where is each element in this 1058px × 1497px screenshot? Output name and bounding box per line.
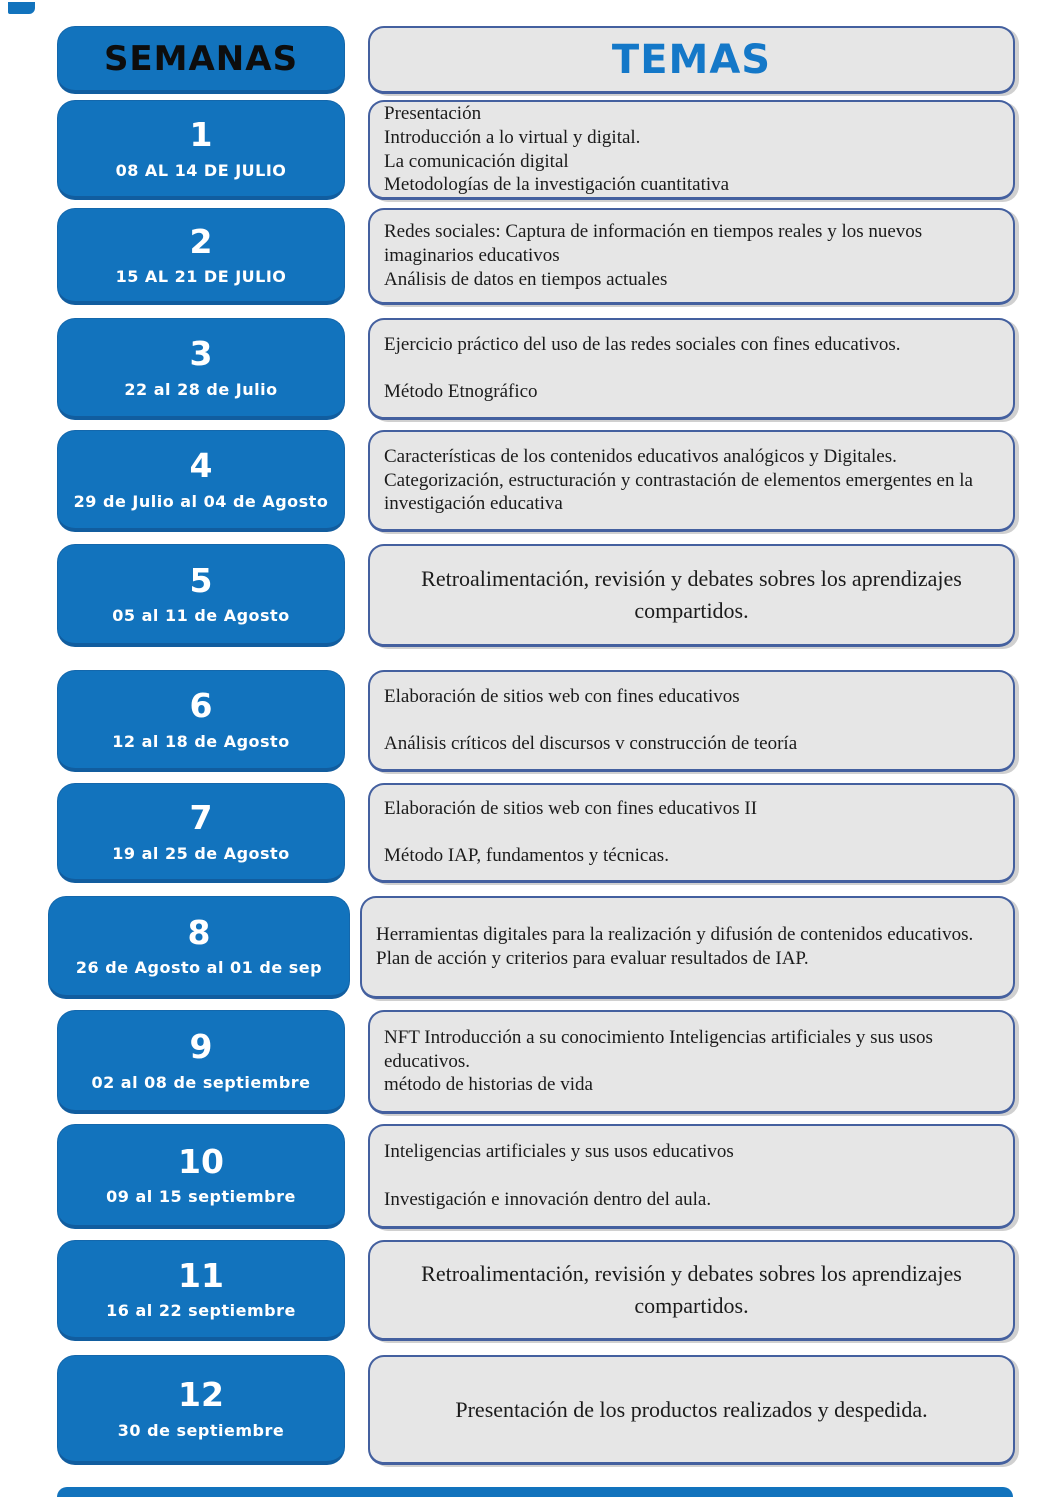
topic-line: Inteligencias artificiales y sus usos educativos bbox=[384, 1141, 734, 1163]
week-date: 02 al 08 de septiembre bbox=[91, 1072, 311, 1092]
topic-line: Características de los contenidos educativos analógicos y Digitales. bbox=[384, 445, 897, 467]
topic-line: Presentación de los productos realizados y despedida. bbox=[455, 1396, 928, 1422]
topic-box bbox=[368, 318, 1015, 420]
topic-line: Análisis críticos del discursos v construcción de teoría bbox=[384, 733, 798, 755]
week-number: 1 bbox=[189, 115, 213, 155]
week-date: 05 al 11 de Agosto bbox=[112, 606, 290, 626]
week-date: 29 de Julio al 04 de Agosto bbox=[73, 491, 329, 511]
week-box bbox=[57, 430, 345, 532]
week-box bbox=[57, 1240, 345, 1341]
topic-box bbox=[368, 1240, 1015, 1341]
week-number: 5 bbox=[189, 560, 213, 600]
topic-box bbox=[368, 1010, 1015, 1114]
week-number: 6 bbox=[189, 686, 213, 726]
topic-line: Método IAP, fundamentos y técnicas. bbox=[384, 845, 669, 867]
schedule-row bbox=[0, 100, 1058, 200]
topic-box bbox=[368, 670, 1015, 772]
week-date: 19 al 25 de Agosto bbox=[112, 843, 290, 863]
topic-box bbox=[368, 544, 1015, 647]
semanas-header-label: SEMANAS bbox=[103, 38, 299, 79]
topic-box bbox=[368, 430, 1015, 532]
week-box bbox=[57, 318, 345, 420]
week-box bbox=[57, 1010, 345, 1114]
topic-line: Retroalimentación, revisión y debates sobres los aprendizajes compartidos. bbox=[421, 566, 962, 623]
table-header-row bbox=[0, 26, 1058, 94]
schedule-row bbox=[0, 896, 1058, 999]
week-number: 8 bbox=[187, 912, 211, 952]
week-box bbox=[57, 208, 345, 305]
topic-line bbox=[384, 357, 999, 381]
schedule-row bbox=[0, 1355, 1058, 1465]
week-number: 2 bbox=[189, 221, 213, 261]
topic-line bbox=[384, 709, 999, 733]
topic-line bbox=[384, 1164, 999, 1188]
topic-line: Metodologías de la investigación cuantitativa bbox=[384, 174, 730, 196]
week-number: 10 bbox=[178, 1141, 224, 1181]
schedule-row bbox=[0, 544, 1058, 647]
topic-line: La comunicación digital bbox=[384, 150, 569, 172]
topic-line: Categorización, estructuración y contrastación de elementos emergentes en la investigación educativa bbox=[384, 469, 973, 515]
topic-line: Ejercicio práctico del uso de las redes sociales con fines educativos. bbox=[384, 333, 901, 355]
week-box bbox=[57, 1124, 345, 1229]
week-date: 12 al 18 de Agosto bbox=[112, 731, 290, 751]
topic-box bbox=[360, 896, 1015, 999]
topic-line: Análisis de datos en tiempos actuales bbox=[384, 268, 668, 290]
week-number: 9 bbox=[189, 1027, 213, 1067]
topic-box bbox=[368, 783, 1015, 883]
week-box bbox=[57, 544, 345, 647]
semanas-header-box bbox=[57, 26, 345, 94]
week-number: 12 bbox=[178, 1375, 224, 1415]
week-date: 08 AL 14 DE JULIO bbox=[115, 160, 287, 180]
topic-line: método de historias de vida bbox=[384, 1074, 593, 1096]
schedule-row bbox=[0, 430, 1058, 532]
week-date: 22 al 28 de Julio bbox=[124, 379, 278, 399]
schedule-row bbox=[0, 208, 1058, 305]
week-date: 30 de septiembre bbox=[117, 1420, 285, 1440]
cutoff-box-fragment-bottom bbox=[57, 1487, 1013, 1497]
temas-header-box bbox=[368, 26, 1015, 94]
week-date: 16 al 22 septiembre bbox=[106, 1301, 296, 1321]
week-number: 11 bbox=[178, 1255, 224, 1295]
schedule-row bbox=[0, 670, 1058, 772]
topic-line: NFT Introducción a su conocimiento Inteligencias artificiales y sus usos educativos. bbox=[384, 1026, 933, 1072]
topic-box bbox=[368, 1124, 1015, 1229]
topic-box bbox=[368, 1355, 1015, 1465]
week-box bbox=[57, 100, 345, 200]
topic-line: Elaboración de sitios web con fines educativos bbox=[384, 685, 740, 707]
topic-line: Plan de acción y criterios para evaluar resultados de IAP. bbox=[376, 948, 809, 969]
week-box bbox=[48, 896, 350, 999]
topic-box bbox=[368, 208, 1015, 305]
week-box bbox=[57, 783, 345, 883]
week-box bbox=[57, 1355, 345, 1465]
topic-line: Herramientas digitales para la realización y difusión de contenidos educativos. bbox=[376, 924, 974, 946]
topic-line: Presentación bbox=[384, 102, 482, 124]
week-number: 3 bbox=[189, 334, 213, 374]
topic-line: Introducción a lo virtual y digital. bbox=[384, 126, 641, 148]
topic-line: Elaboración de sitios web con fines educativos II bbox=[384, 797, 758, 819]
topic-line bbox=[384, 821, 999, 845]
schedule-row bbox=[0, 783, 1058, 883]
topic-line: Investigación e innovación dentro del aula. bbox=[384, 1188, 712, 1210]
topic-line: Retroalimentación, revisión y debates sobres los aprendizajes compartidos. bbox=[421, 1261, 962, 1318]
week-date: 15 AL 21 DE JULIO bbox=[115, 267, 287, 287]
cutoff-box-fragment-top bbox=[8, 2, 35, 14]
week-date: 26 de Agosto al 01 de sep bbox=[75, 958, 323, 978]
schedule-row bbox=[0, 1010, 1058, 1114]
week-box bbox=[57, 670, 345, 772]
schedule-row bbox=[0, 1240, 1058, 1341]
temas-header-label: TEMAS bbox=[611, 36, 772, 83]
topic-box bbox=[368, 100, 1015, 200]
week-date: 09 al 15 septiembre bbox=[106, 1187, 296, 1207]
schedule-row bbox=[0, 318, 1058, 420]
week-number: 4 bbox=[189, 446, 213, 486]
topic-line: Redes sociales: Captura de información en tiempos reales y los nuevos imaginarios educativos bbox=[384, 221, 923, 267]
week-number: 7 bbox=[189, 798, 213, 838]
topic-line: Método Etnográfico bbox=[384, 381, 538, 403]
schedule-row bbox=[0, 1124, 1058, 1229]
